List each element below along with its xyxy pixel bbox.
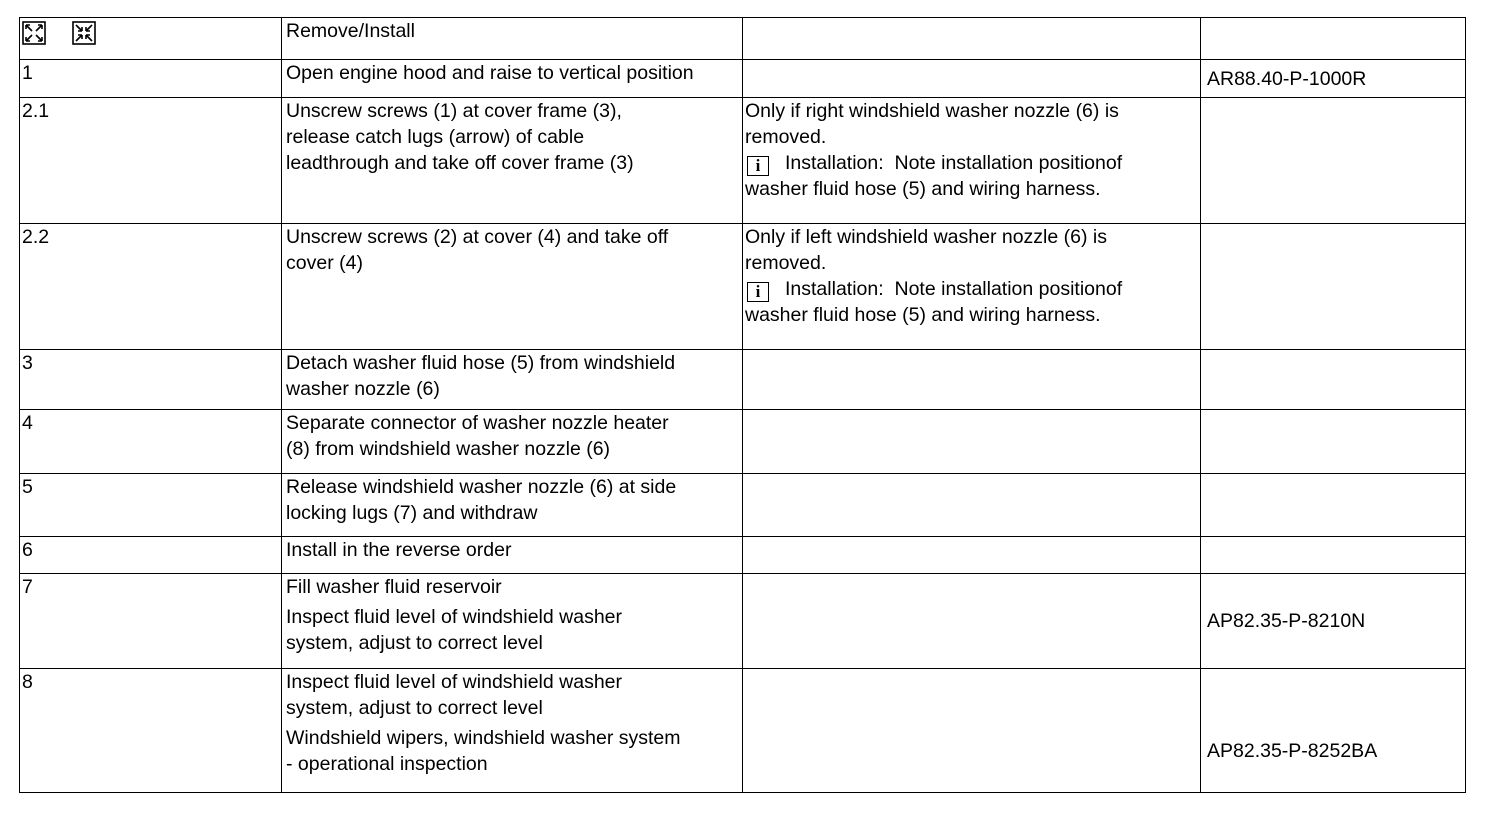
action-text: (8) from windshield washer nozzle (6) <box>286 438 611 460</box>
action-text: Release windshield washer nozzle (6) at side <box>286 476 677 498</box>
procedure-table <box>19 17 1466 793</box>
table-header-row <box>20 18 1466 60</box>
action-text: Fill washer fluid reservoir <box>286 576 502 598</box>
action-cell <box>282 669 743 793</box>
note-cell <box>743 224 1201 350</box>
action-cell <box>282 60 743 98</box>
installation-label: Installation: <box>785 278 884 300</box>
action-text: washer nozzle (6) <box>286 378 440 400</box>
note-cell <box>743 98 1201 224</box>
step-number: 5 <box>20 474 282 537</box>
step-number: 1 <box>20 60 282 98</box>
action-text: Open engine hood and raise to vertical position <box>286 62 694 84</box>
table-row <box>20 669 1466 793</box>
action-text: release catch lugs (arrow) of cable <box>286 126 585 148</box>
installation-note: Note installation positionof <box>894 152 1123 174</box>
note-cell <box>743 537 1201 574</box>
installation-label: Installation: <box>785 152 884 174</box>
table-row <box>20 350 1466 410</box>
step-number: 8 <box>20 669 282 793</box>
action-text: Inspect fluid level of windshield washer <box>286 606 623 628</box>
reference-link[interactable]: AR88.40-P-1000R <box>1201 60 1466 98</box>
action-text: Windshield wipers, windshield washer system <box>286 727 681 749</box>
note-cell <box>743 350 1201 410</box>
reference-link[interactable]: AP82.35-P-8252BA <box>1201 669 1466 793</box>
table-row <box>20 60 1466 98</box>
header-empty-cell <box>1201 18 1466 60</box>
action-text: leadthrough and take off cover frame (3) <box>286 152 634 174</box>
reference-cell <box>1201 224 1466 350</box>
table-row <box>20 224 1466 350</box>
note-condition: removed. <box>745 252 827 274</box>
reference-cell <box>1201 410 1466 474</box>
action-text: Detach washer fluid hose (5) from windshield <box>286 352 676 374</box>
action-cell <box>282 350 743 410</box>
info-icon: i <box>747 156 769 176</box>
step-number: 2.2 <box>20 224 282 350</box>
table-row <box>20 410 1466 474</box>
header-title-cell <box>282 18 743 60</box>
step-number: 6 <box>20 537 282 574</box>
action-cell <box>282 224 743 350</box>
action-text: cover (4) <box>286 252 363 274</box>
note-condition: Only if left windshield washer nozzle (6) is <box>745 226 1107 248</box>
installation-note: washer fluid hose (5) and wiring harness. <box>745 178 1101 200</box>
header-empty-cell <box>743 18 1201 60</box>
note-cell <box>743 410 1201 474</box>
action-text: locking lugs (7) and withdraw <box>286 502 538 524</box>
reference-cell <box>1201 350 1466 410</box>
step-number: 2.1 <box>20 98 282 224</box>
action-text: Inspect fluid level of windshield washer <box>286 671 623 693</box>
action-text: - operational inspection <box>286 753 488 775</box>
step-number: 4 <box>20 410 282 474</box>
note-cell <box>743 574 1201 669</box>
page-title: Remove/Install <box>286 20 415 42</box>
note-cell <box>743 474 1201 537</box>
table-row <box>20 537 1466 574</box>
action-text: Install in the reverse order <box>286 539 512 561</box>
installation-note: Note installation positionof <box>894 278 1123 300</box>
table-row <box>20 98 1466 224</box>
note-condition: Only if right windshield washer nozzle (6) is <box>745 100 1119 122</box>
reference-cell <box>1201 474 1466 537</box>
action-cell <box>282 537 743 574</box>
table-row <box>20 474 1466 537</box>
reference-cell <box>1201 98 1466 224</box>
collapse-icon[interactable] <box>72 21 96 45</box>
expand-icon[interactable] <box>22 21 46 45</box>
note-cell <box>743 669 1201 793</box>
step-number: 7 <box>20 574 282 669</box>
info-icon: i <box>747 282 769 302</box>
action-text: system, adjust to correct level <box>286 697 543 719</box>
header-icons-cell <box>20 18 282 60</box>
reference-link[interactable]: AP82.35-P-8210N <box>1201 574 1466 669</box>
table-row <box>20 574 1466 669</box>
reference-cell <box>1201 537 1466 574</box>
action-text: Separate connector of washer nozzle heater <box>286 412 669 434</box>
action-text: system, adjust to correct level <box>286 632 543 654</box>
step-number: 3 <box>20 350 282 410</box>
note-cell <box>743 60 1201 98</box>
action-cell <box>282 574 743 669</box>
note-condition: removed. <box>745 126 827 148</box>
action-cell <box>282 474 743 537</box>
action-cell <box>282 98 743 224</box>
installation-note: washer fluid hose (5) and wiring harness. <box>745 304 1101 326</box>
action-cell <box>282 410 743 474</box>
action-text: Unscrew screws (1) at cover frame (3), <box>286 100 622 122</box>
action-text: Unscrew screws (2) at cover (4) and take off <box>286 226 669 248</box>
